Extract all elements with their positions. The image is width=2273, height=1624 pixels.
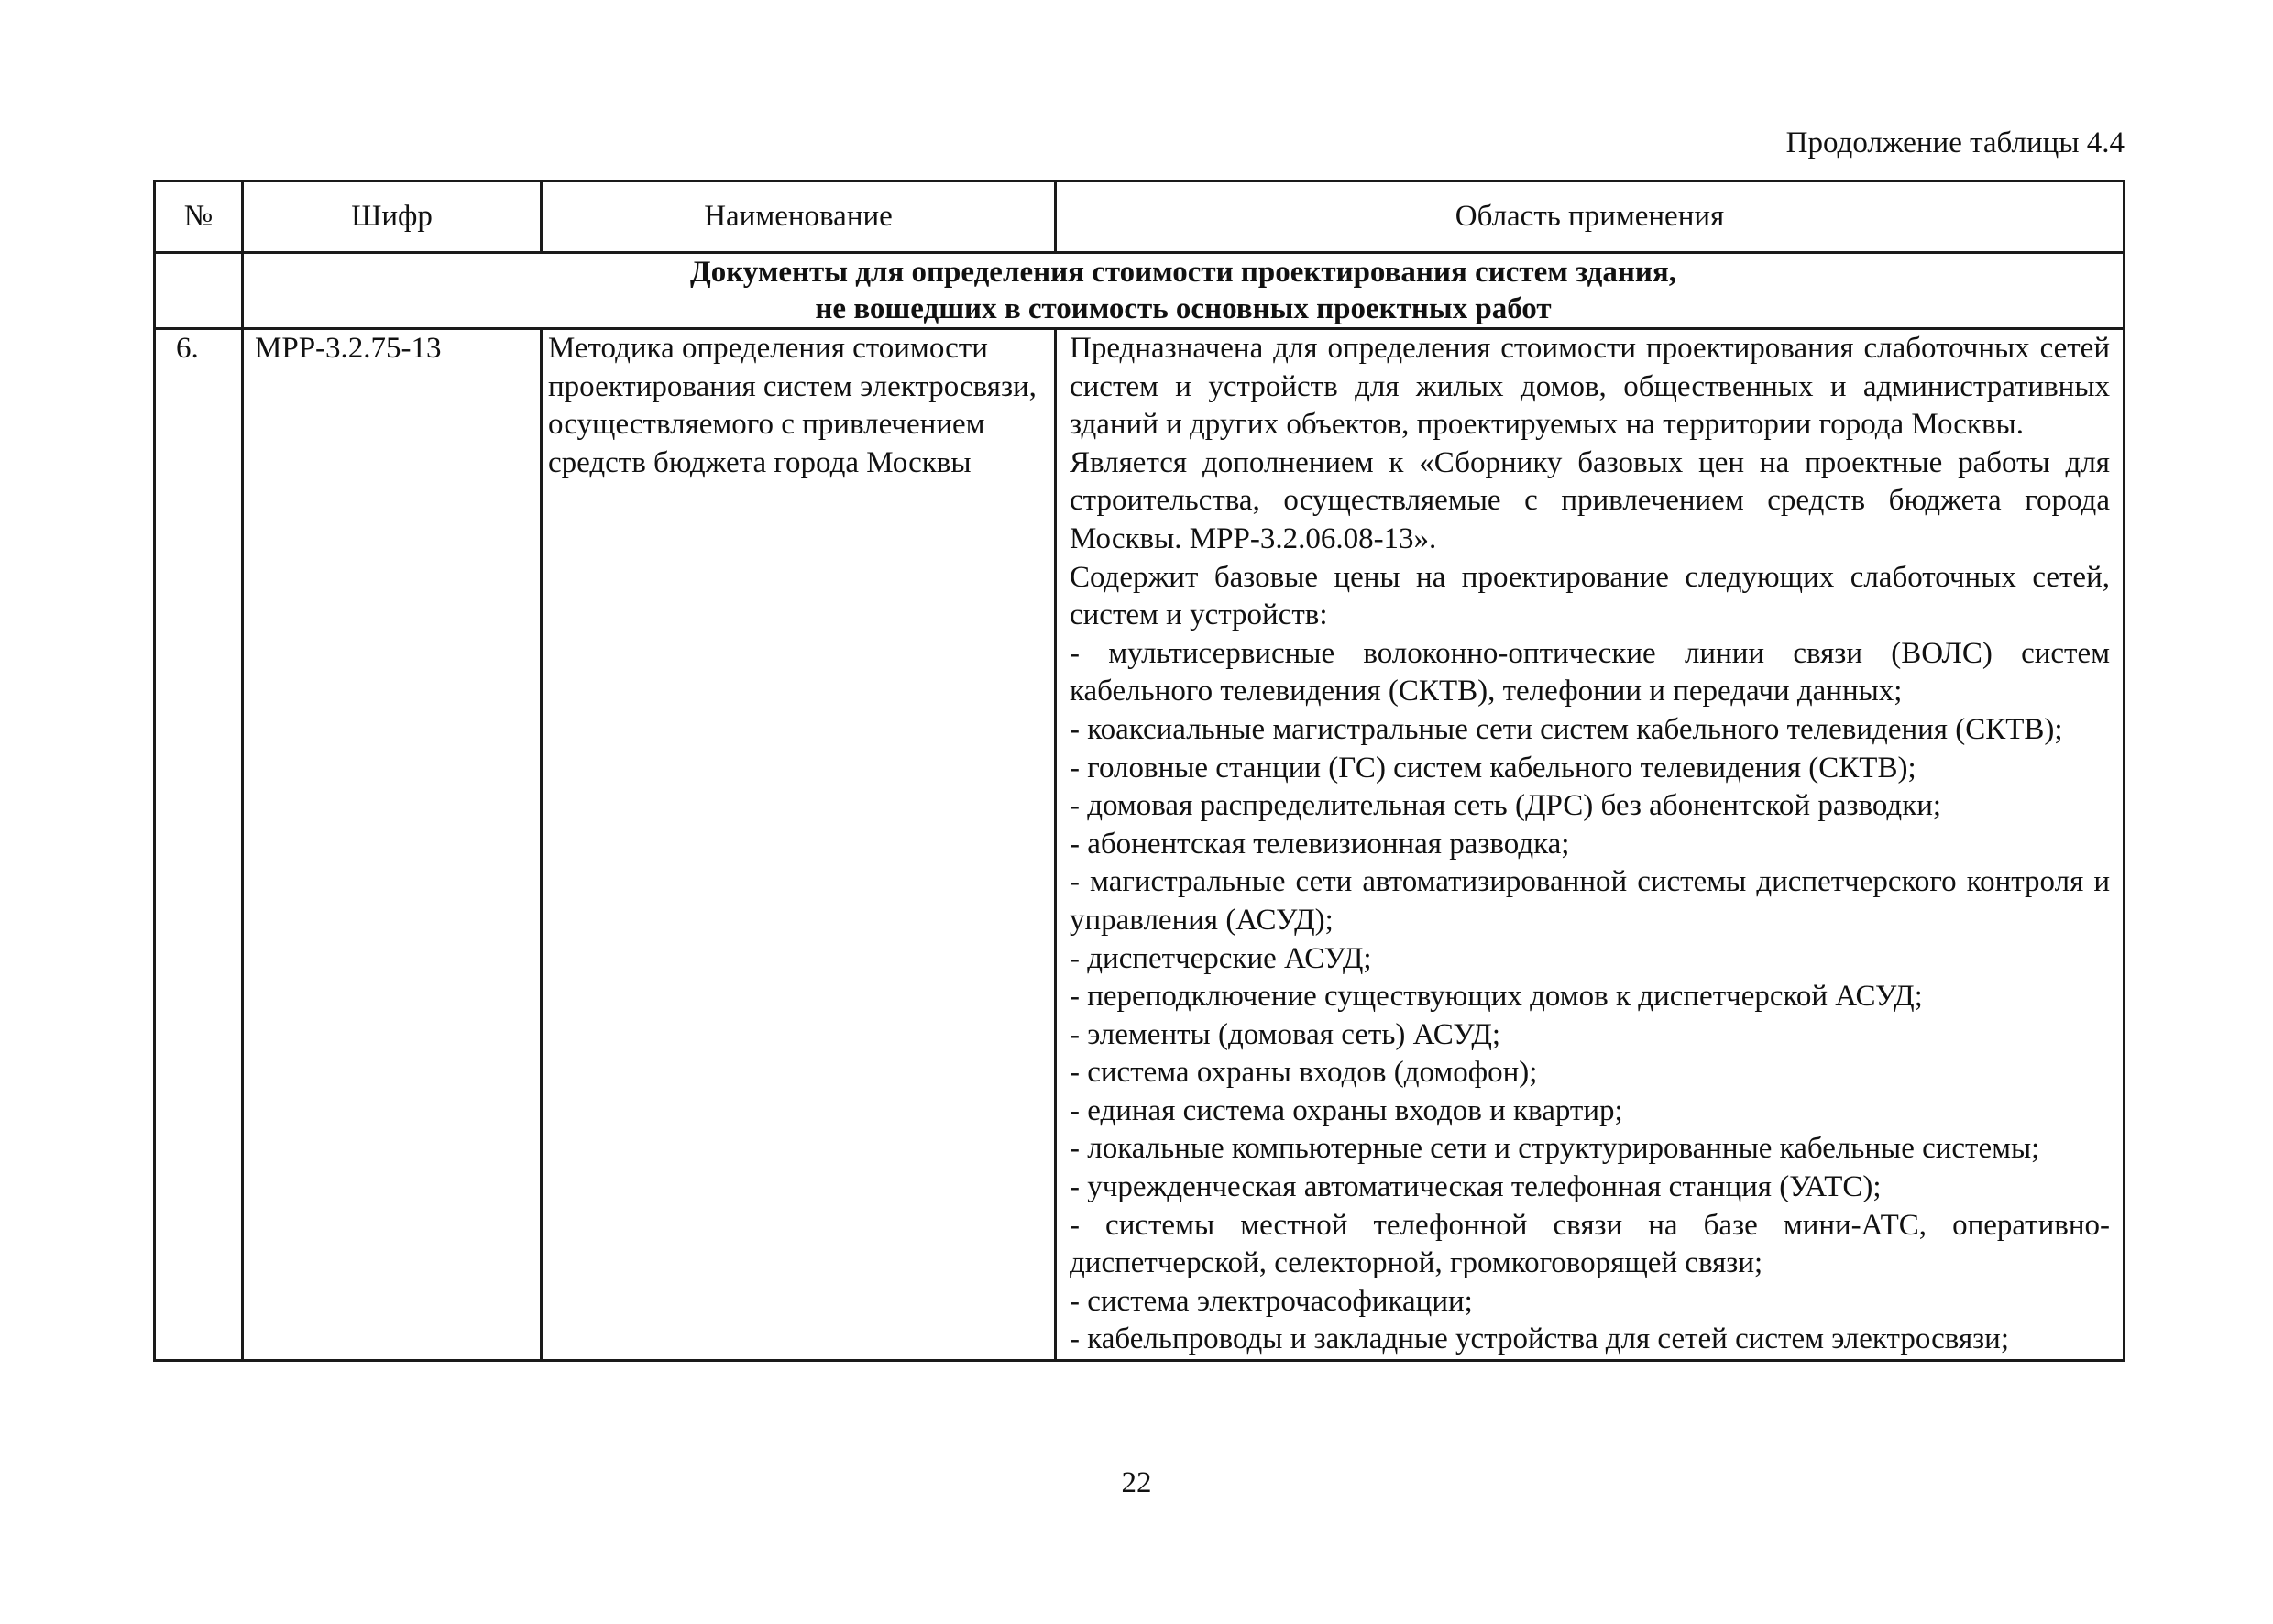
scope-paragraph-supplement: Является дополнением к «Сборнику базовых цен на проектные работы для строительства, осуществляемые с привлечением средств бюджета города Москвы. МРР-3.2.06.08-13». — [1070, 445, 2110, 555]
scope-list-item: - локальные компьютерные сети и структурированные кабельные системы; — [1070, 1132, 2040, 1166]
scope-list-item: - коаксиальные магистральные сети систем кабельного телевидения (СКТВ); — [1070, 712, 2063, 746]
scope-list-item: - головные станции (ГС) систем кабельного телевидения (СКТВ); — [1070, 751, 1916, 785]
scope-list-item: - диспетчерские АСУД; — [1070, 941, 1372, 975]
section-heading-line-2: не вошедших в стоимость основных проектных работ — [815, 292, 1552, 325]
section-empty-cell — [155, 253, 243, 329]
table-row — [155, 329, 2125, 1361]
page-number: 22 — [1121, 1466, 1152, 1499]
row-code: МРР-3.2.75-13 — [243, 329, 542, 1361]
table-continuation-label: Продолжение таблицы 4.4 — [1785, 126, 2125, 159]
column-header-scope: Область применения — [1056, 181, 2125, 253]
scope-list-item: - переподключение существующих домов к диспетчерской АСУД; — [1070, 980, 1923, 1014]
section-heading — [243, 253, 2125, 329]
scope-list-item: - мультисервисные волоконно-оптические линии связи (ВОЛС) систем кабельного телевидения (СКТВ), телефонии и передачи данных; — [1070, 636, 2110, 708]
scope-list-item: - кабельпроводы и закладные устройства для сетей систем электросвязи; — [1070, 1322, 2009, 1356]
row-number: 6. — [155, 329, 243, 1361]
scope-list-item: - абонентская телевизионная разводка; — [1070, 827, 1570, 861]
column-header-number: № — [155, 181, 243, 253]
methods-table — [153, 180, 2125, 1362]
scope-list-item: - домовая распределительная сеть (ДРС) без абонентской разводки; — [1070, 789, 1942, 823]
row-scope — [1056, 329, 2125, 1361]
table-header-row — [155, 181, 2125, 253]
scope-list-item: - система охраны входов (домофон); — [1070, 1056, 1538, 1090]
scope-list-item: - элементы (домовая сеть) АСУД; — [1070, 1017, 1501, 1051]
scope-paragraph-contents: Содержит базовые цены на проектирование следующих слаботочных сетей, систем и устройств: — [1070, 560, 2110, 632]
scope-list-item: - системы местной телефонной связи на базе мини-АТС, оперативно-диспетчерской, селекторной, громкоговорящей связи; — [1070, 1208, 2110, 1280]
scope-paragraph-purpose: Предназначена для определения стоимости проектирования слаботочных сетей систем и устройств для жилых домов, общественных и административных зданий и других объектов, проектируемых на территории города Москвы. — [1070, 332, 2110, 442]
section-row — [155, 253, 2125, 329]
column-header-name: Наименование — [542, 181, 1056, 253]
scope-list-item: - учрежденческая автоматическая телефонная станция (УАТС); — [1070, 1170, 1882, 1204]
scope-list-item: - единая система охраны входов и квартир; — [1070, 1093, 1623, 1127]
scope-list-item: - магистральные сети автоматизированной системы диспетчерского контроля и управления (АСУД); — [1070, 865, 2110, 937]
row-name: Методика определения стоимости проектирования систем электросвязи, осуществляемого с привлечением средств бюджета города Москвы — [542, 329, 1056, 1361]
section-heading-line-1: Документы для определения стоимости проектирования систем здания, — [690, 256, 1676, 289]
scope-list-item: - система электрочасофикации; — [1070, 1284, 1473, 1318]
column-header-code: Шифр — [243, 181, 542, 253]
